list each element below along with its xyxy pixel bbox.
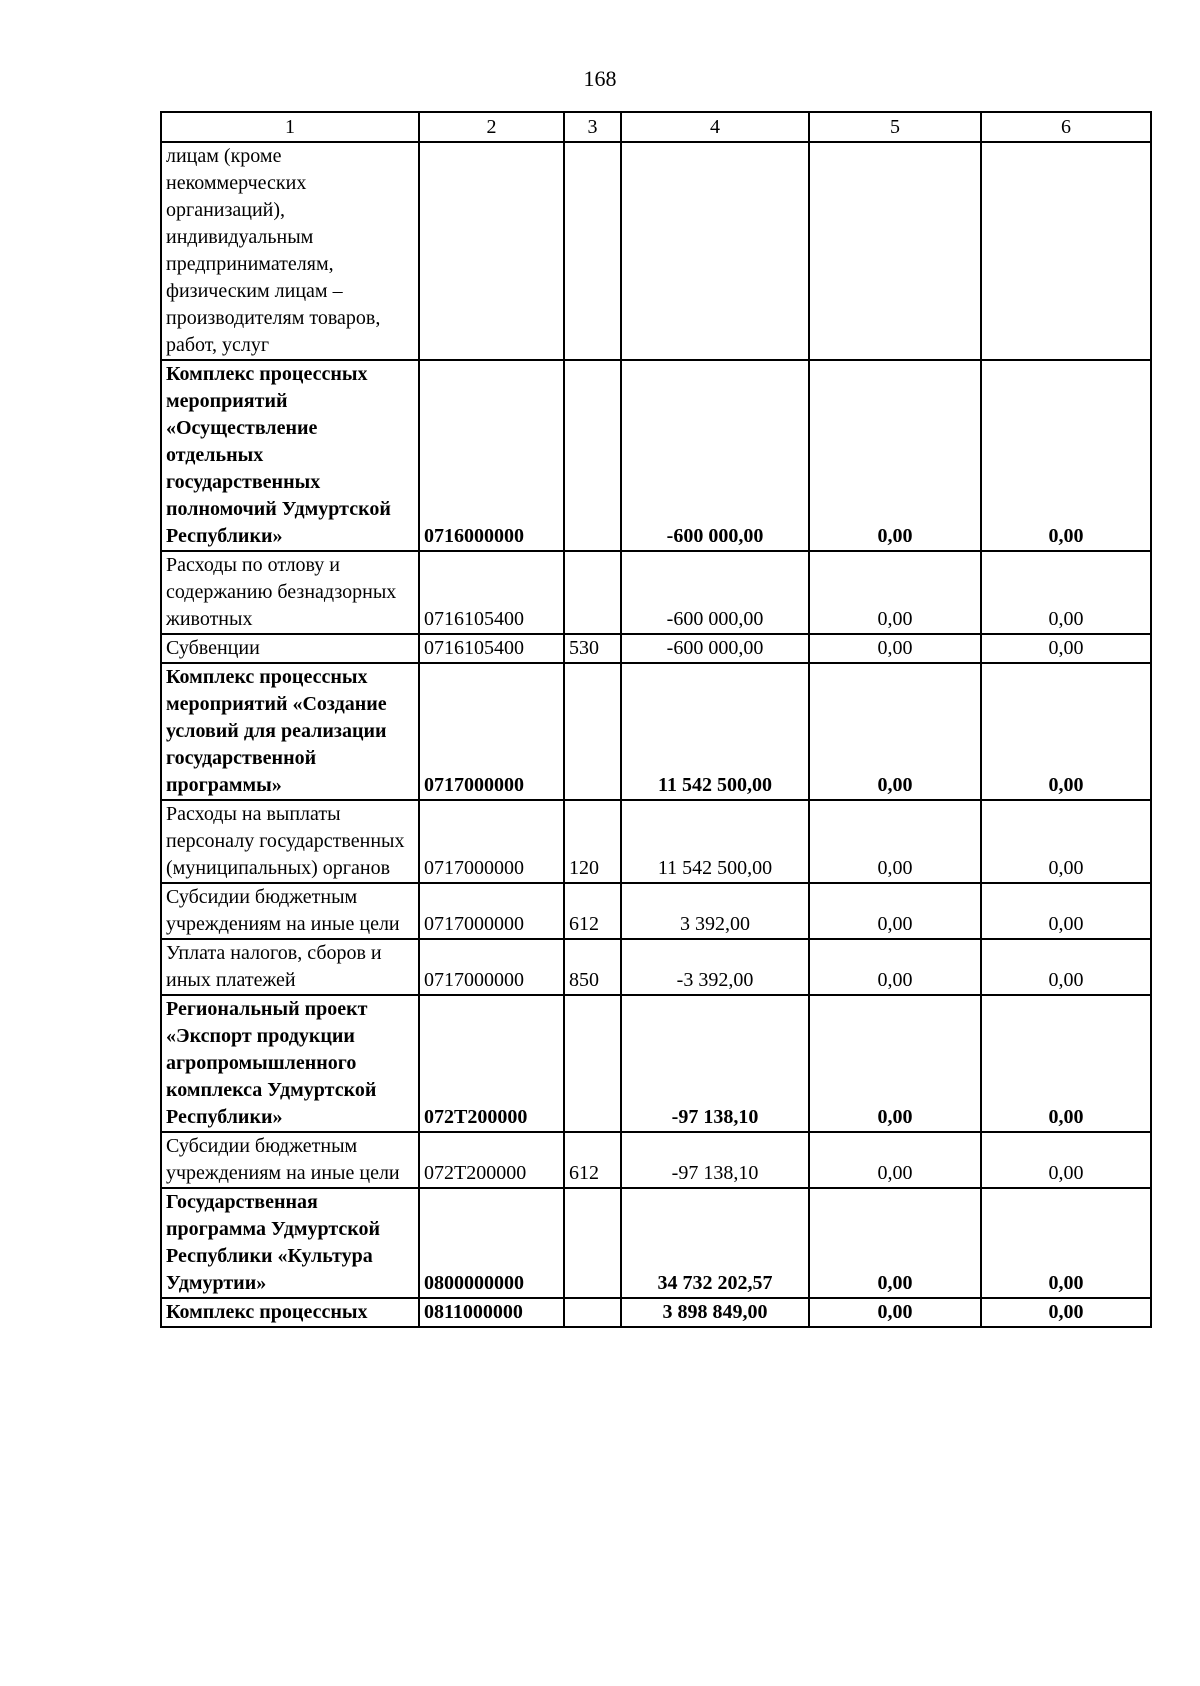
row-column4-cell: -97 138,10 [621,995,809,1132]
row-name-cell: Субвенции [161,634,419,663]
row-column4-cell: 11 542 500,00 [621,800,809,883]
column-header: 5 [809,112,981,142]
row-code-cell: 072Т200000 [419,995,564,1132]
table-row [161,883,1151,939]
row-name-cell: Расходы по отлову и содержанию безнадзорных животных [161,551,419,634]
row-column5-cell: 0,00 [809,939,981,995]
row-expense-type-cell [564,995,621,1132]
row-column6-cell [981,142,1151,360]
row-column5-cell: 0,00 [809,634,981,663]
row-expense-type-cell [564,551,621,634]
row-expense-type-cell [564,360,621,551]
row-column4-cell: -600 000,00 [621,634,809,663]
row-name-cell: Субсидии бюджетным учреждениям на иные цели [161,883,419,939]
row-name-cell: Государственная программа Удмуртской Республики «Культура Удмуртии» [161,1188,419,1298]
row-column4-cell [621,142,809,360]
row-column6-cell: 0,00 [981,1132,1151,1188]
row-code-cell: 0811000000 [419,1298,564,1327]
row-name-cell: Расходы на выплаты персоналу государственных (муниципальных) органов [161,800,419,883]
column-header: 3 [564,112,621,142]
table-row [161,142,1151,360]
row-column6-cell: 0,00 [981,634,1151,663]
row-code-cell: 0717000000 [419,663,564,800]
row-column5-cell [809,142,981,360]
row-column5-cell: 0,00 [809,663,981,800]
row-column4-cell: 3 898 849,00 [621,1298,809,1327]
page-number: 168 [583,66,617,91]
row-expense-type-cell: 530 [564,634,621,663]
table-row [161,995,1151,1132]
column-header: 2 [419,112,564,142]
row-column5-cell: 0,00 [809,800,981,883]
table-row [161,939,1151,995]
row-name-cell: лицам (кроме некоммерческих организаций), индивидуальным предпринимателям, физическим лицам – производителям товаров, работ, услуг [161,142,419,360]
row-column4-cell: -600 000,00 [621,360,809,551]
table-row [161,800,1151,883]
row-column5-cell: 0,00 [809,883,981,939]
row-code-cell: 0800000000 [419,1188,564,1298]
row-name-cell: Уплата налогов, сборов и иных платежей [161,939,419,995]
row-column4-cell: -600 000,00 [621,551,809,634]
row-column6-cell: 0,00 [981,1188,1151,1298]
row-expense-type-cell [564,142,621,360]
column-header: 6 [981,112,1151,142]
row-name-cell: Комплекс процессных [161,1298,419,1327]
table-row [161,551,1151,634]
table-row [161,1188,1151,1298]
row-column6-cell: 0,00 [981,939,1151,995]
row-column6-cell: 0,00 [981,663,1151,800]
row-expense-type-cell: 850 [564,939,621,995]
row-column5-cell: 0,00 [809,1188,981,1298]
row-code-cell: 0716000000 [419,360,564,551]
row-column6-cell: 0,00 [981,800,1151,883]
row-expense-type-cell: 120 [564,800,621,883]
row-name-cell: Региональный проект «Экспорт продукции агропромышленного комплекса Удмуртской Республики» [161,995,419,1132]
row-column5-cell: 0,00 [809,995,981,1132]
row-column6-cell: 0,00 [981,551,1151,634]
row-column4-cell: 34 732 202,57 [621,1188,809,1298]
row-column5-cell: 0,00 [809,551,981,634]
row-column4-cell: 3 392,00 [621,883,809,939]
row-expense-type-cell: 612 [564,883,621,939]
row-code-cell: 0717000000 [419,883,564,939]
row-column6-cell: 0,00 [981,995,1151,1132]
row-expense-type-cell [564,1188,621,1298]
row-column4-cell: -3 392,00 [621,939,809,995]
row-expense-type-cell [564,1298,621,1327]
row-code-cell [419,142,564,360]
budget-table [160,111,1152,1328]
table-row [161,1132,1151,1188]
row-column5-cell: 0,00 [809,1132,981,1188]
row-column4-cell: 11 542 500,00 [621,663,809,800]
row-column4-cell: -97 138,10 [621,1132,809,1188]
row-code-cell: 0716105400 [419,634,564,663]
row-name-cell: Комплекс процессных мероприятий «Создание условий для реализации государственной программы» [161,663,419,800]
row-column6-cell: 0,00 [981,1298,1151,1327]
row-column6-cell: 0,00 [981,360,1151,551]
row-expense-type-cell: 612 [564,1132,621,1188]
column-header: 1 [161,112,419,142]
table-row [161,634,1151,663]
row-column6-cell: 0,00 [981,883,1151,939]
row-name-cell: Субсидии бюджетным учреждениям на иные цели [161,1132,419,1188]
row-column5-cell: 0,00 [809,360,981,551]
row-name-cell: Комплекс процессных мероприятий «Осуществление отдельных государственных полномочий Удмуртской Республики» [161,360,419,551]
table-row [161,663,1151,800]
row-code-cell: 0716105400 [419,551,564,634]
table-header-row [161,112,1151,142]
column-header: 4 [621,112,809,142]
table-row [161,1298,1151,1327]
row-code-cell: 072Т200000 [419,1132,564,1188]
row-code-cell: 0717000000 [419,800,564,883]
table-row [161,360,1151,551]
row-column5-cell: 0,00 [809,1298,981,1327]
row-expense-type-cell [564,663,621,800]
row-code-cell: 0717000000 [419,939,564,995]
